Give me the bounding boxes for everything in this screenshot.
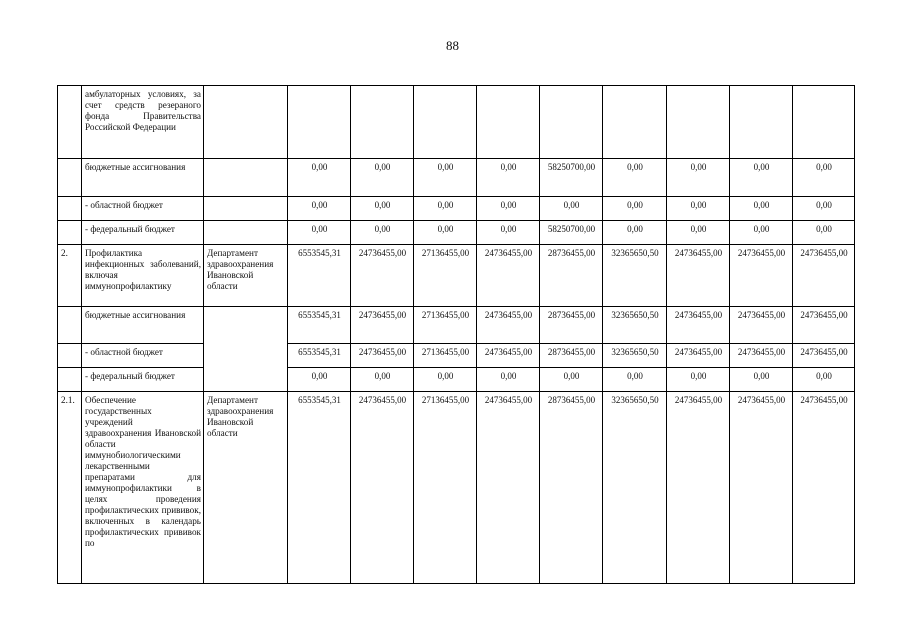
row-value: 0,00 <box>351 159 414 197</box>
row-value: 24736455,00 <box>477 245 540 307</box>
row-value: 24736455,00 <box>477 344 540 368</box>
row-description: - областной бюджет <box>82 197 204 221</box>
row-value: 0,00 <box>540 368 603 392</box>
row-department <box>204 344 288 368</box>
row-value: 27136455,00 <box>414 392 477 584</box>
row-value: 24736455,00 <box>730 245 793 307</box>
row-value: 0,00 <box>414 197 477 221</box>
row-department: Департамент здравоохранения Ивановской области <box>204 245 288 307</box>
row-value: 0,00 <box>414 368 477 392</box>
row-value: 0,00 <box>414 159 477 197</box>
table-row <box>58 344 855 368</box>
row-value: 0,00 <box>603 221 667 245</box>
row-value: 24736455,00 <box>351 344 414 368</box>
row-value: 0,00 <box>603 368 667 392</box>
row-value: 0,00 <box>288 221 351 245</box>
row-index <box>58 159 82 197</box>
row-value: 0,00 <box>477 221 540 245</box>
row-value: 0,00 <box>603 197 667 221</box>
row-department <box>204 86 288 159</box>
row-value: 32365650,50 <box>603 245 667 307</box>
row-index: 2. <box>58 245 82 307</box>
table-row <box>58 197 855 221</box>
row-value: 24736455,00 <box>730 307 793 344</box>
row-value: 32365650,50 <box>603 392 667 584</box>
row-value: 27136455,00 <box>414 245 477 307</box>
row-value: 0,00 <box>730 197 793 221</box>
row-value: 24736455,00 <box>667 307 730 344</box>
row-value: 28736455,00 <box>540 392 603 584</box>
row-value: 0,00 <box>730 368 793 392</box>
row-description: - областной бюджет <box>82 344 204 368</box>
row-value: 6553545,31 <box>288 392 351 584</box>
row-value: 0,00 <box>793 368 855 392</box>
row-value: 0,00 <box>793 221 855 245</box>
row-value: 0,00 <box>667 368 730 392</box>
row-value: 0,00 <box>667 221 730 245</box>
row-description: Обеспечение государственных учреждений здравоохранения Ивановской области иммунобиологическими лекарственными препаратами для иммунопрофилактики в целях проведения профилактических прививок, включенных в календарь профилактических прививок по <box>82 392 204 584</box>
row-value: 24736455,00 <box>477 392 540 584</box>
row-value: 24736455,00 <box>351 245 414 307</box>
row-value: 24736455,00 <box>793 245 855 307</box>
row-value: 0,00 <box>288 197 351 221</box>
row-value: 27136455,00 <box>414 344 477 368</box>
row-value: 32365650,50 <box>603 307 667 344</box>
page-number: 88 <box>446 38 459 53</box>
row-value: 24736455,00 <box>667 392 730 584</box>
row-index: 2.1. <box>58 392 82 584</box>
row-index <box>58 86 82 159</box>
table-row <box>58 368 855 392</box>
row-value: 24736455,00 <box>793 344 855 368</box>
row-value <box>477 86 540 159</box>
row-value: 6553545,31 <box>288 344 351 368</box>
row-department <box>204 159 288 197</box>
row-value: 28736455,00 <box>540 307 603 344</box>
row-value <box>793 86 855 159</box>
row-value: 24736455,00 <box>730 392 793 584</box>
row-description: бюджетные ассигнования <box>82 307 204 344</box>
table-row <box>58 221 855 245</box>
row-value: 24736455,00 <box>793 307 855 344</box>
row-department <box>204 197 288 221</box>
row-value: 0,00 <box>351 221 414 245</box>
row-value: 27136455,00 <box>414 307 477 344</box>
row-value: 0,00 <box>288 159 351 197</box>
row-value <box>288 86 351 159</box>
row-value: 0,00 <box>477 368 540 392</box>
row-value <box>351 86 414 159</box>
row-value: 0,00 <box>351 197 414 221</box>
row-department <box>204 368 288 392</box>
row-value: 0,00 <box>730 159 793 197</box>
row-description: бюджетные ассигнования <box>82 159 204 197</box>
row-value <box>540 86 603 159</box>
row-index <box>58 221 82 245</box>
row-value: 0,00 <box>477 159 540 197</box>
row-value: 24736455,00 <box>351 307 414 344</box>
row-index <box>58 307 82 344</box>
row-value: 0,00 <box>540 197 603 221</box>
row-value: 0,00 <box>667 159 730 197</box>
row-value <box>667 86 730 159</box>
row-value: 0,00 <box>667 197 730 221</box>
budget-table <box>57 85 855 584</box>
row-value: 0,00 <box>351 368 414 392</box>
row-value: 24736455,00 <box>667 344 730 368</box>
row-department: Департамент здравоохранения Ивановской области <box>204 392 288 584</box>
row-value: 58250700,00 <box>540 221 603 245</box>
row-department <box>204 307 288 344</box>
row-value: 24736455,00 <box>730 344 793 368</box>
row-value: 24736455,00 <box>351 392 414 584</box>
row-value: 6553545,31 <box>288 245 351 307</box>
row-index <box>58 197 82 221</box>
row-value: 0,00 <box>414 221 477 245</box>
row-value: 32365650,50 <box>603 344 667 368</box>
row-index <box>58 368 82 392</box>
row-value: 0,00 <box>793 197 855 221</box>
row-value: 0,00 <box>730 221 793 245</box>
row-value <box>603 86 667 159</box>
row-value: 0,00 <box>288 368 351 392</box>
row-description: Профилактика инфекционных заболеваний, включая иммунопрофилактику <box>82 245 204 307</box>
table-row <box>58 159 855 197</box>
row-value: 24736455,00 <box>793 392 855 584</box>
row-value: 28736455,00 <box>540 344 603 368</box>
row-value <box>730 86 793 159</box>
row-value: 0,00 <box>603 159 667 197</box>
row-description: - федеральный бюджет <box>82 368 204 392</box>
table-row <box>58 86 855 159</box>
row-description: - федеральный бюджет <box>82 221 204 245</box>
table-row <box>58 392 855 584</box>
row-value: 24736455,00 <box>667 245 730 307</box>
table-row <box>58 307 855 344</box>
table-row <box>58 245 855 307</box>
row-index <box>58 344 82 368</box>
row-value: 6553545,31 <box>288 307 351 344</box>
row-value: 0,00 <box>793 159 855 197</box>
row-value: 24736455,00 <box>477 307 540 344</box>
row-value: 28736455,00 <box>540 245 603 307</box>
row-department <box>204 221 288 245</box>
row-value: 58250700,00 <box>540 159 603 197</box>
row-value: 0,00 <box>477 197 540 221</box>
row-value <box>414 86 477 159</box>
row-description: амбулаторных условиях, за счет средств резераного фонда Правительства Российской Федерации <box>82 86 204 159</box>
